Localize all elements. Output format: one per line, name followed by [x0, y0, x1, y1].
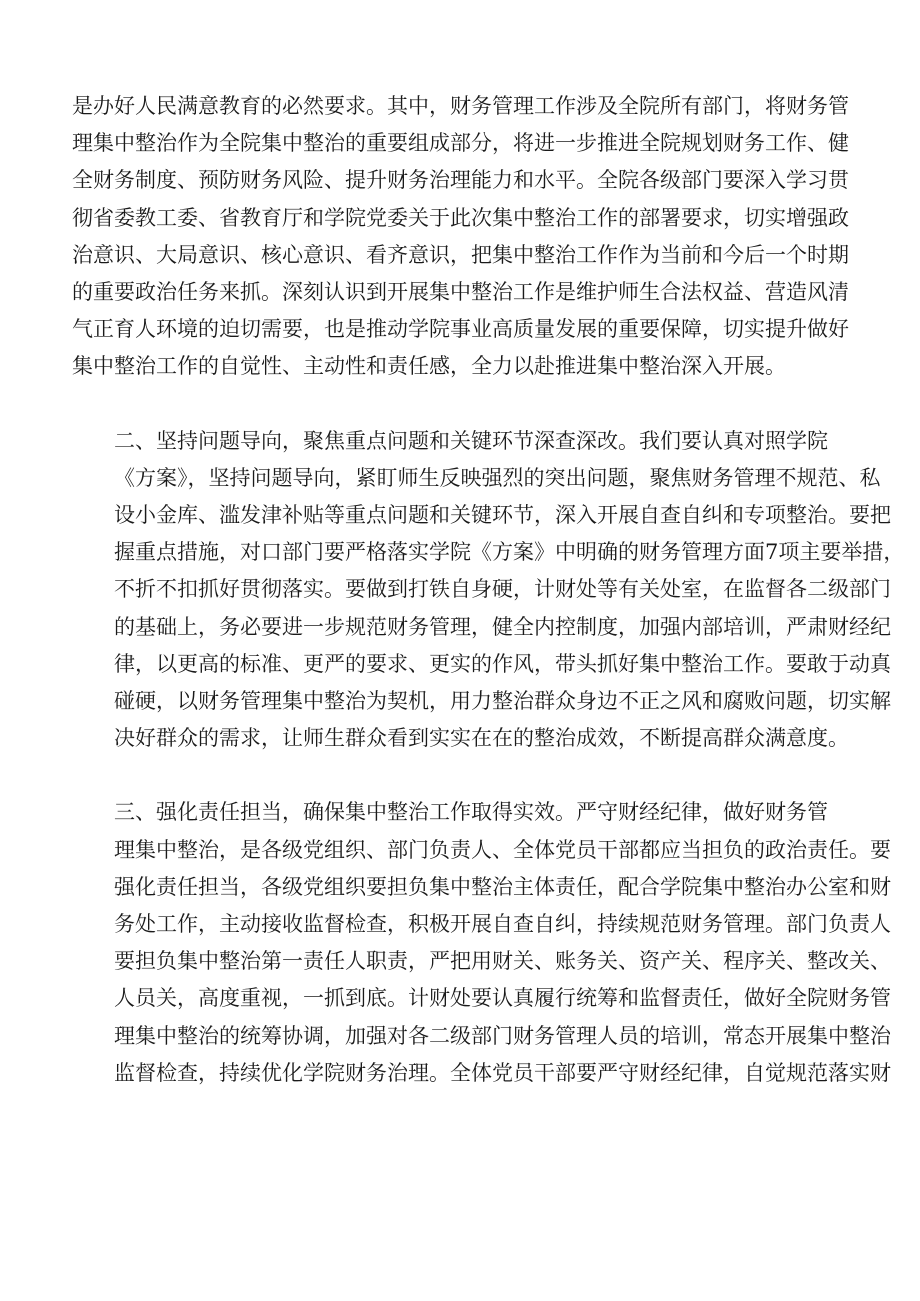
- paragraph-section-three: [72, 794, 891, 1092]
- text-line: 理集中整治，是各级党组织、部门负责人、全体党员干部都应当担负的政治责任。要: [114, 837, 891, 862]
- text-line: 的重要政治任务来抓。深刻认识到开展集中整治工作是维护师生合法权益、营造风清: [72, 280, 849, 305]
- text-line: 集中整治工作的自觉性、主动性和责任感，全力以赴推进集中整治深入开展。: [72, 354, 786, 379]
- text-line: 是办好人民满意教育的必然要求。其中，财务管理工作涉及全院所有部门，将财务管: [72, 94, 849, 118]
- text-line: 监督检查，持续优化学院财务治理。全体党员干部要严守财经纪律，自觉规范落实财: [114, 1060, 891, 1085]
- text-line: 理集中整治的统筹协调，加强对各二级部门财务管理人员的培训，常态开展集中整治: [114, 1023, 891, 1048]
- text-line: 要担负集中整治第一责任人职责，严把用财关、账务关、资产关、程序关、整改关、: [114, 949, 891, 974]
- document-page: [72, 88, 905, 1092]
- text-line: 设小金库、滥发津补贴等重点问题和关键环节，深入开展自查自纠和专项整治。要把: [114, 503, 891, 528]
- text-line: 不折不扣抓好贯彻落实。要做到打铁自身硬，计财处等有关处室，在监督各二级部门: [114, 577, 891, 602]
- text-line: 全财务制度、预防财务风险、提升财务治理能力和水平。全院各级部门要深入学习贯: [72, 168, 849, 193]
- text-line: 人员关，高度重视，一抓到底。计财处要认真履行统筹和监督责任，做好全院财务管: [114, 986, 891, 1011]
- text-line: 务处工作，主动接收监督检查，积极开展自查自纠，持续规范财务管理。部门负责人: [114, 912, 891, 937]
- text-line: 彻省委教工委、省教育厅和学院党委关于此次集中整治工作的部署要求，切实增强政: [72, 205, 849, 230]
- paragraph-continuation: [72, 88, 880, 386]
- text-line: 强化责任担当，各级党组织要担负集中整治主体责任，配合学院集中整治办公室和财: [114, 874, 891, 899]
- text-line: 理集中整治作为全院集中整治的重要组成部分，将进一步推进全院规划财务工作、健: [72, 131, 849, 156]
- text-line: 《方案》，坚持问题导向，紧盯师生反映强烈的突出问题，聚焦财务管理不规范、私: [114, 465, 881, 490]
- text-line: 治意识、大局意识、核心意识、看齐意识，把集中整治工作作为当前和今后一个时期: [72, 242, 849, 267]
- text-line: 律，以更高的标准、更严的要求、更实的作风，带头抓好集中整治工作。要敢于动真: [114, 651, 891, 676]
- paragraph-section-two: [72, 423, 905, 758]
- text-line: 碰硬，以财务管理集中整治为契机，用力整治群众身边不正之风和腐败问题，切实解: [114, 689, 891, 714]
- text-line: 二、坚持问题导向，聚焦重点问题和关键环节深查深改。我们要认真对照学院: [114, 428, 828, 453]
- text-line: 的基础上，务必要进一步规范财务管理，健全内控制度，加强内部培训，严肃财经纪: [114, 614, 891, 639]
- text-line: 决好群众的需求，让师生群众看到实实在在的整治成效，不断提高群众满意度。: [114, 726, 849, 751]
- text-line: 气正育人环境的迫切需要，也是推动学院事业高质量发展的重要保障，切实提升做好: [72, 317, 849, 342]
- text-line: 三、强化责任担当，确保集中整治工作取得实效。严守财经纪律，做好财务管: [114, 800, 828, 825]
- text-line: 握重点措施，对口部门要严格落实学院《方案》中明确的财务管理方面7项主要举措，: [114, 540, 905, 565]
